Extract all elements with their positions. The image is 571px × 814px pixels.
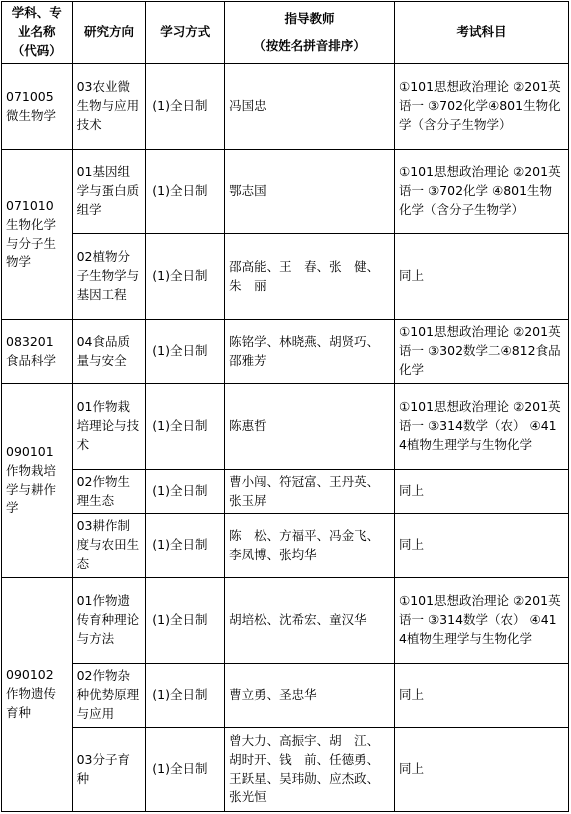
table-row — [2, 514, 569, 578]
mode-cell: (1)全日制 — [146, 320, 225, 384]
header-direction: 研究方向 — [72, 2, 146, 64]
direction-cell: 03分子育种 — [72, 728, 146, 812]
direction-cell: 02作物生理生态 — [72, 470, 146, 514]
teachers-cell: 陈铭学、林晓燕、胡贤巧、邵雅芳 — [225, 320, 395, 384]
direction-cell: 01基因组学与蛋白质组学 — [72, 150, 146, 234]
mode-cell: (1)全日制 — [146, 150, 225, 234]
teachers-cell: 冯国忠 — [225, 64, 395, 150]
table-row — [2, 384, 569, 470]
exam-cell: 同上 — [394, 664, 568, 728]
mode-cell: (1)全日制 — [146, 470, 225, 514]
direction-cell: 02植物分子生物学与基因工程 — [72, 234, 146, 320]
mode-cell: (1)全日制 — [146, 578, 225, 664]
teachers-cell: 鄂志国 — [225, 150, 395, 234]
header-teachers-title: 指导教师 — [284, 10, 335, 26]
subject-cell: 090102 作物遗传育种 — [2, 578, 73, 812]
table-row — [2, 64, 569, 150]
exam-cell: ①101思想政治理论 ②201英语一 ③314数学（农） ④414植物生理学与生物化学 — [394, 384, 568, 470]
exam-cell: 同上 — [394, 728, 568, 812]
teachers-cell: 陈 松、方福平、冯金飞、李凤博、张均华 — [225, 514, 395, 578]
direction-cell: 01作物遗传育种理论与方法 — [72, 578, 146, 664]
table-row — [2, 150, 569, 234]
header-mode: 学习方式 — [146, 2, 225, 64]
mode-cell: (1)全日制 — [146, 514, 225, 578]
table-row — [2, 470, 569, 514]
teachers-cell: 曹小闯、符冠富、王丹英、张玉屏 — [225, 470, 395, 514]
header-teachers — [225, 2, 395, 64]
table-row — [2, 664, 569, 728]
mode-cell: (1)全日制 — [146, 664, 225, 728]
header-teachers-note: （按姓名拼音排序） — [253, 37, 366, 53]
teachers-cell: 曹立勇、圣忠华 — [225, 664, 395, 728]
subject-cell: 071010 生物化学与分子生物学 — [2, 150, 73, 320]
direction-cell: 02作物杂种优势原理与应用 — [72, 664, 146, 728]
direction-cell: 04食品质量与安全 — [72, 320, 146, 384]
exam-cell: ①101思想政治理论 ②201英语一 ③314数学（农） ④414植物生理学与生物化学 — [394, 578, 568, 664]
table-row — [2, 578, 569, 664]
subject-cell: 083201 食品科学 — [2, 320, 73, 384]
header-exam: 考试科目 — [394, 2, 568, 64]
admissions-table — [1, 1, 569, 812]
direction-cell: 01作物栽培理论与技术 — [72, 384, 146, 470]
header-row — [2, 2, 569, 64]
table-row — [2, 728, 569, 812]
direction-cell: 03农业微生物与应用技术 — [72, 64, 146, 150]
table-row — [2, 234, 569, 320]
exam-cell: ①101思想政治理论 ②201英语一 ③302数学二④812食品化学 — [394, 320, 568, 384]
exam-cell: ①101思想政治理论 ②201英语一 ③702化学 ④801生物化学（含分子生物学） — [394, 150, 568, 234]
teachers-cell: 曾大力、高振宇、胡 江、胡时开、钱 前、任德勇、王跃星、吴玮勋、应杰政、张光恒 — [225, 728, 395, 812]
table-row — [2, 320, 569, 384]
teachers-cell: 胡培松、沈希宏、童汉华 — [225, 578, 395, 664]
teachers-cell: 陈惠哲 — [225, 384, 395, 470]
header-subject: 学科、专业名称（代码） — [2, 2, 73, 64]
direction-cell: 03耕作制度与农田生态 — [72, 514, 146, 578]
subject-cell: 071005 微生物学 — [2, 64, 73, 150]
exam-cell: ①101思想政治理论 ②201英语一 ③702化学④801生物化学（含分子生物学） — [394, 64, 568, 150]
exam-cell: 同上 — [394, 470, 568, 514]
teachers-cell: 邵高能、王 春、张 健、朱 丽 — [225, 234, 395, 320]
subject-cell: 090101 作物栽培学与耕作学 — [2, 384, 73, 578]
exam-cell: 同上 — [394, 234, 568, 320]
mode-cell: (1)全日制 — [146, 64, 225, 150]
mode-cell: (1)全日制 — [146, 384, 225, 470]
mode-cell: (1)全日制 — [146, 728, 225, 812]
exam-cell: 同上 — [394, 514, 568, 578]
mode-cell: (1)全日制 — [146, 234, 225, 320]
